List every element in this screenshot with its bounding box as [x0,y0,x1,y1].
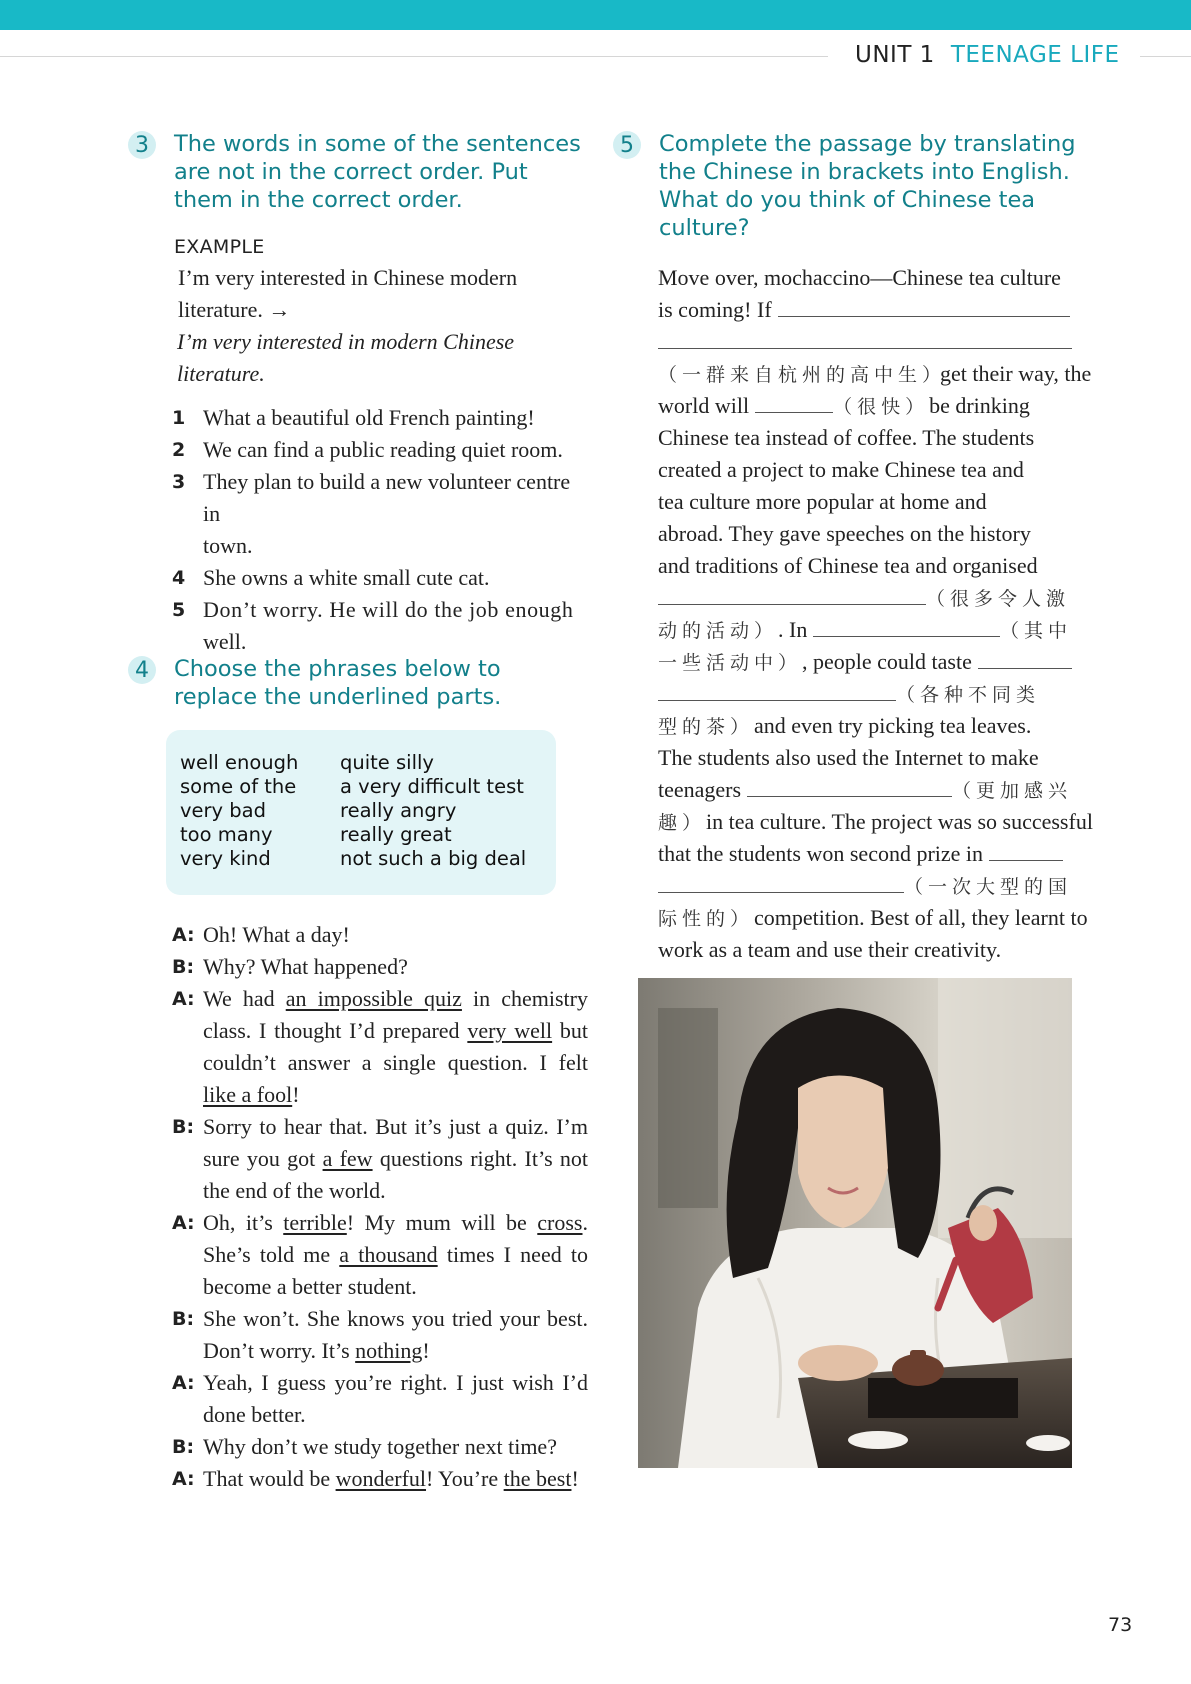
underlined-phrase: the best [503,1466,572,1491]
unit-header [855,42,1120,68]
underlined-phrase: wonderful [335,1466,427,1491]
underlined-phrase: nothing [355,1338,423,1363]
task4-number: 4 [128,656,156,684]
answer-blank [989,838,1063,861]
phrase: well enough [180,751,299,774]
dialogue-line: A: That would be wonderful! You’re the best! [172,1466,579,1491]
example-sentence: I’m very interested in Chinese modern literature. → [178,265,518,322]
phrase: quite silly [340,751,434,774]
phrase-column-left [180,751,298,871]
answer-blank [747,774,952,797]
phrase: really great [340,823,452,846]
answer-blank [978,646,1072,669]
tea-passage: Move over, mochaccino—Chinese tea culture is coming! If （一群来自杭州的高中生） get their way, the world will （很快） be drinking Chinese tea instead of coffee. The students created a project to make Chinese tea and tea culture more popular at home and abroad. They gave speeches on the history and traditions of Chinese tea and organised （很多令人激 动的活动） . In （其中 一些活动中） , people could taste （各种不同类 型的茶） and even try picking tea leaves. The students also used the Internet to make teenagers （更加感兴 趣） in tea culture. The project was so successful that the students won second prize in （一次大型的国 际性的） competition. Best of all, they learnt to work as a team and use their creativity. [658,265,1093,962]
unit-theme: TEENAGE LIFE [950,42,1120,68]
header-rule [0,56,828,57]
underlined-phrase: very well [467,1018,553,1043]
phrase: some of the [180,775,297,798]
task4-heading [128,655,501,711]
underlined-phrase: an impossible quiz [285,986,462,1011]
dialogue-line: B: She won’t. She knows you tried your best. Don’t worry. It’s nothing! [172,1306,588,1363]
answer-blank [813,614,1000,637]
underlined-phrase: like a fool [203,1082,293,1107]
tea-ceremony-photo [638,978,1072,1468]
answer-blank [658,678,896,701]
dialogue [172,919,588,1495]
task5-number: 5 [613,131,641,159]
dialogue-line: B: Why? What happened? [172,954,408,979]
dialogue-line: A: Yeah, I guess you’re right. I just wish I’d done better. [172,1370,588,1427]
task3-heading [128,130,581,214]
example-answer: I’m very interested in modern Chinese literature. [177,329,515,386]
underlined-phrase: cross [537,1210,583,1235]
dialogue-line: A: Oh, it’s terrible! My mum will be cross. She’s told me a thousand times I need to become a better student. [172,1210,588,1299]
underlined-phrase: a thousand [339,1242,438,1267]
phrase: very kind [180,847,271,870]
list-item: 4 She owns a white small cute cat. [172,565,490,590]
dialogue-line: B: Sorry to hear that. But it’s just a quiz. I’m sure you got a few questions right. It’s not the end of the world. [172,1114,589,1203]
list-item: 5 Don’t worry. He will do the job enough well. [172,597,574,654]
list-item: 2 We can find a public reading quiet room. [172,437,563,462]
answer-blank [755,390,833,413]
answer-blank [658,582,926,605]
page-number: 73 [1108,1614,1133,1636]
answer-blank [658,870,904,893]
task5-heading [613,130,1076,242]
task3-sentence-list [172,402,592,658]
phrase-box [166,730,556,895]
task3-title: The words in some of the sentences are not in the correct order. Put them in the correct order. [174,131,581,213]
header-rule-right [1140,56,1191,57]
phrase: too many [180,823,273,846]
underlined-phrase: terrible [283,1210,347,1235]
phrase: a very difficult test [340,775,524,798]
task5-title: Complete the passage by translating the Chinese in brackets into English. What do you think of Chinese tea culture? [659,131,1076,241]
top-accent-bar [0,0,1191,30]
dialogue-line: A: Oh! What a day! [172,922,350,947]
dialogue-line: A: We had an impossible quiz in chemistry class. I thought I’d prepared very well but couldn’t answer a single question. I felt like a fool! [172,986,589,1107]
example-label: EXAMPLE [174,236,265,258]
task4-title: Choose the phrases below to replace the underlined parts. [174,656,502,710]
underlined-phrase: a few [322,1146,373,1171]
unit-label: UNIT 1 [855,42,935,68]
list-item: 1 What a beautiful old French painting! [172,405,535,430]
list-item: 3 They plan to build a new volunteer centre in town. [172,469,571,558]
phrase: really angry [340,799,457,822]
answer-blank [658,326,1072,349]
phrase: not such a big deal [340,847,527,870]
task3-number: 3 [128,131,156,159]
answer-blank [778,294,1070,317]
phrase: very bad [180,799,266,822]
phrase-column-right [340,751,526,871]
dialogue-line: B: Why don’t we study together next time? [172,1434,557,1459]
